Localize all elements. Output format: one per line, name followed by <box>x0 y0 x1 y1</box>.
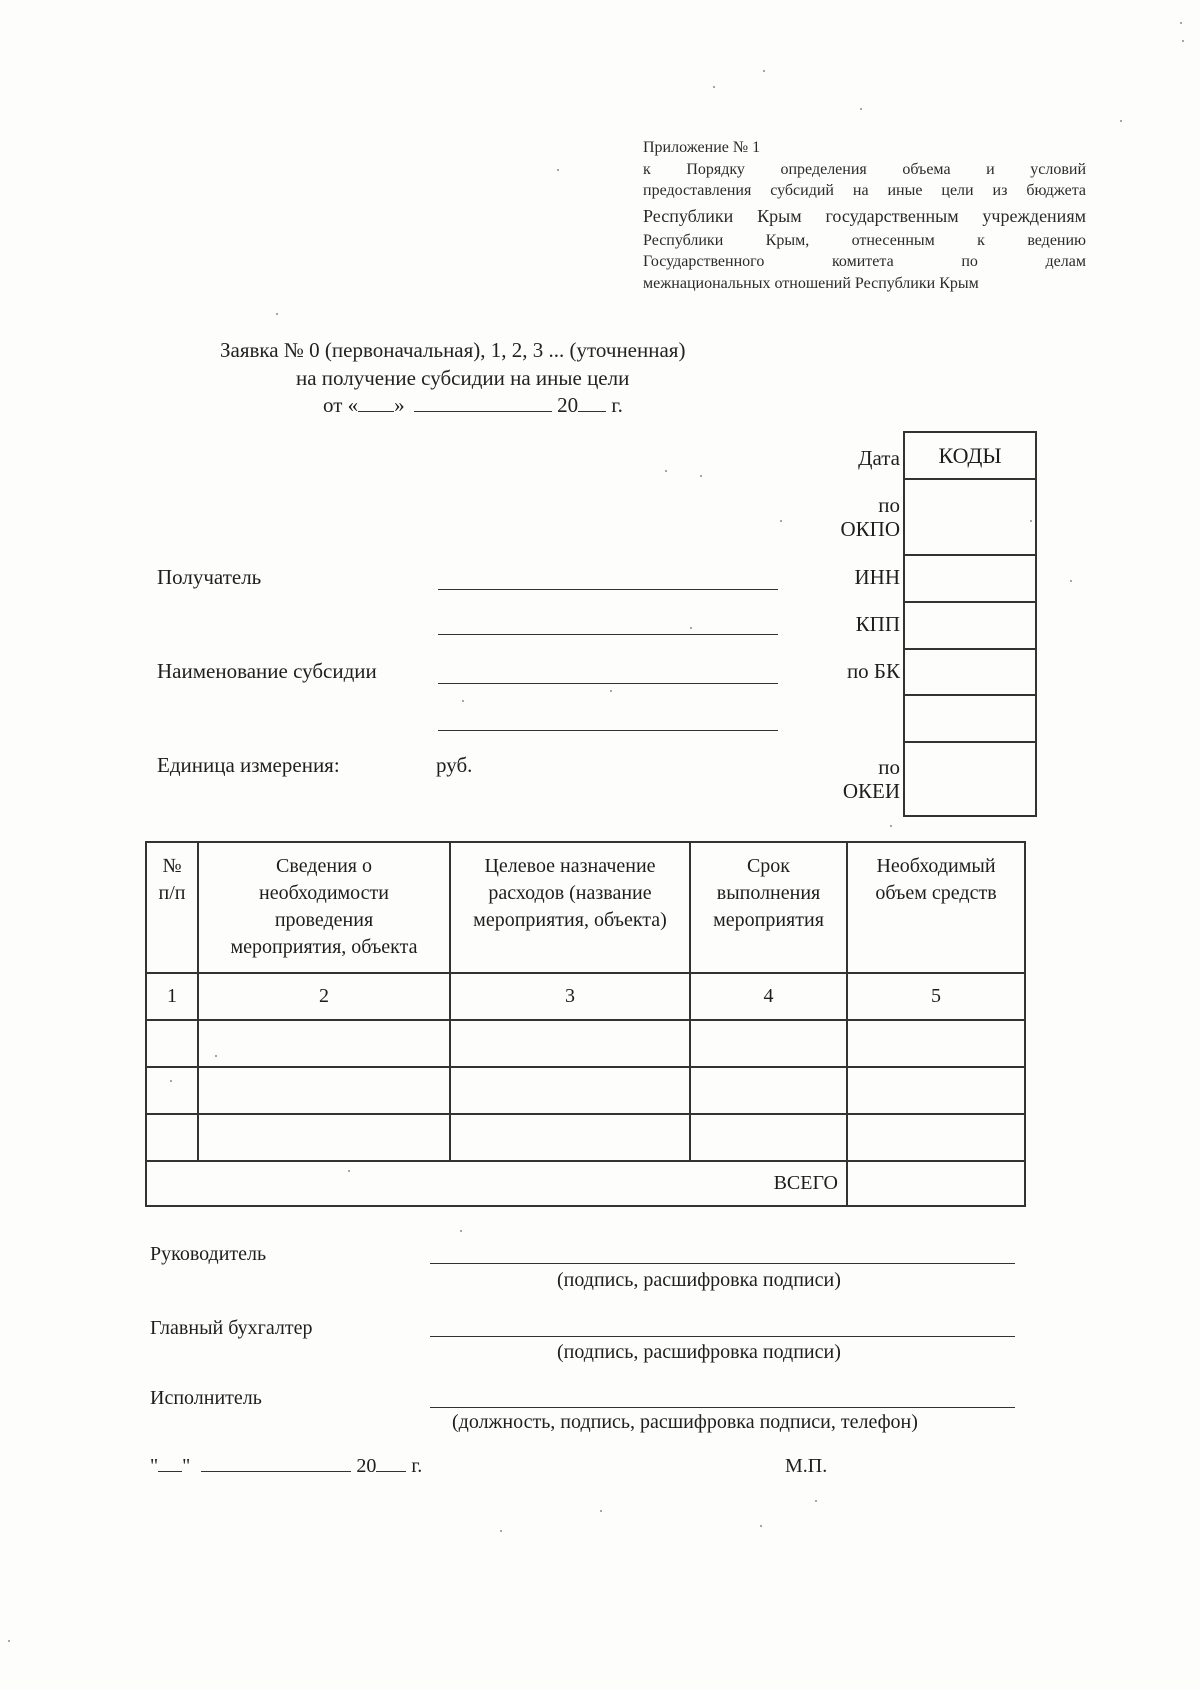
appendix-title: Приложение № 1 <box>643 139 761 156</box>
header-cell-purpose: Целевое назначение расходов (название мероприятия, объекта) <box>450 842 690 973</box>
code-label-inn: ИНН <box>854 565 900 589</box>
unit-value: руб. <box>436 753 473 777</box>
total-label: ВСЕГО <box>146 1161 847 1206</box>
column-number: 5 <box>847 973 1025 1020</box>
head-signature-hint: (подпись, расшифровка подписи) <box>557 1269 841 1291</box>
table-cell[interactable] <box>690 1067 847 1114</box>
column-number: 3 <box>450 973 690 1020</box>
table-cell[interactable] <box>146 1114 198 1161</box>
table-header-row <box>146 842 1025 973</box>
subsidy-name-label: Наименование субсидии <box>157 659 377 683</box>
code-cell-okei[interactable] <box>905 743 1035 817</box>
appendix-line: Республики Крым, отнесенным к ведению <box>643 231 1086 249</box>
code-label-okpo-1: по <box>878 493 900 517</box>
header-cell-need: Сведения о необходимости проведения мероприятия, объекта <box>198 842 450 973</box>
table-cell[interactable] <box>450 1114 690 1161</box>
date-suffix: г. <box>611 393 623 417</box>
code-label-okpo-2: ОКПО <box>840 517 900 541</box>
sig-day-blank[interactable] <box>158 1471 182 1472</box>
executor-signature-hint: (должность, подпись, расшифровка подписи, телефон) <box>452 1411 918 1433</box>
table-cell[interactable] <box>198 1067 450 1114</box>
accountant-label: Главный бухгалтер <box>150 1317 313 1339</box>
table-cell[interactable] <box>146 1067 198 1114</box>
code-cell-extra[interactable] <box>905 696 1035 743</box>
sig-date-suffix: г. <box>411 1455 423 1477</box>
table-cell[interactable] <box>847 1020 1025 1067</box>
appendix-line: Республики Крым государственным учреждениям <box>643 205 1086 226</box>
codes-table <box>903 431 1037 817</box>
table-cell[interactable] <box>690 1114 847 1161</box>
code-label-okei-2: ОКЕИ <box>842 779 900 803</box>
request-title: Заявка № 0 (первоначальная), 1, 2, 3 ... (уточненная) <box>220 338 686 362</box>
recipient-label: Получатель <box>157 565 262 589</box>
code-label-date: Дата <box>858 446 900 470</box>
accountant-signature-hint: (подпись, расшифровка подписи) <box>557 1341 841 1363</box>
stamp-place: М.П. <box>785 1455 828 1477</box>
executor-signature-line[interactable] <box>430 1407 1015 1408</box>
column-number: 1 <box>146 973 198 1020</box>
code-label-bk: по БК <box>846 659 900 683</box>
code-label-okei-1: по <box>878 755 900 779</box>
recipient-line-2[interactable] <box>438 634 778 635</box>
accountant-signature-line[interactable] <box>430 1336 1015 1337</box>
request-subtitle: на получение субсидии на иные цели <box>296 366 630 390</box>
table-cell[interactable] <box>690 1020 847 1067</box>
sig-month-blank[interactable] <box>201 1471 351 1472</box>
header-cell-number: № п/п <box>146 842 198 973</box>
date-quote-open: " <box>150 1455 159 1477</box>
table-row <box>146 1067 1025 1114</box>
subsidy-table <box>145 841 1026 1207</box>
sig-date-year: 20 <box>356 1455 377 1477</box>
head-signature-line[interactable] <box>430 1263 1015 1264</box>
appendix-line: Государственного комитета по делам <box>643 253 1086 270</box>
appendix-line: межнациональных отношений Республики Крым <box>643 274 979 292</box>
header-cell-amount: Необходимый объем средств <box>847 842 1025 973</box>
unit-label: Единица измерения: <box>157 753 340 777</box>
table-cell[interactable] <box>847 1114 1025 1161</box>
code-cell-inn[interactable] <box>905 556 1035 603</box>
header-cell-deadline: Срок выполнения мероприятия <box>690 842 847 973</box>
appendix-block <box>643 137 1086 294</box>
table-cell[interactable] <box>198 1114 450 1161</box>
table-number-row <box>146 973 1025 1020</box>
code-cell-okpo[interactable] <box>905 480 1035 556</box>
date-year: 20 <box>557 393 579 417</box>
code-cell-bk[interactable] <box>905 650 1035 696</box>
table-total-row <box>146 1161 1025 1206</box>
head-label: Руководитель <box>150 1243 267 1265</box>
request-date <box>323 393 623 418</box>
table-cell[interactable] <box>198 1020 450 1067</box>
month-blank[interactable] <box>414 411 552 412</box>
year-blank[interactable] <box>578 411 606 412</box>
code-cell-kpp[interactable] <box>905 603 1035 650</box>
subsidy-name-line-2[interactable] <box>438 730 778 731</box>
sig-year-blank[interactable] <box>376 1471 406 1472</box>
code-label-kpp: КПП <box>855 612 900 636</box>
table-cell[interactable] <box>450 1067 690 1114</box>
appendix-line: к Порядку определения объема и условий <box>643 160 1086 178</box>
table-cell[interactable] <box>146 1020 198 1067</box>
total-value-cell[interactable] <box>847 1161 1025 1206</box>
table-cell[interactable] <box>450 1020 690 1067</box>
column-number: 2 <box>198 973 450 1020</box>
signature-date <box>150 1455 422 1478</box>
table-row <box>146 1114 1025 1161</box>
subsidy-name-line-1[interactable] <box>438 683 778 684</box>
day-blank[interactable] <box>358 411 394 412</box>
table-row <box>146 1020 1025 1067</box>
date-prefix: от « <box>323 393 359 417</box>
recipient-line-1[interactable] <box>438 589 778 590</box>
date-quote-close: " <box>182 1455 191 1477</box>
executor-label: Исполнитель <box>150 1387 262 1409</box>
date-mid: » <box>394 393 405 417</box>
column-number: 4 <box>690 973 847 1020</box>
appendix-line: предоставления субсидий на иные цели из бюджета <box>643 182 1086 199</box>
table-cell[interactable] <box>847 1067 1025 1114</box>
codes-header: КОДЫ <box>905 433 1035 480</box>
